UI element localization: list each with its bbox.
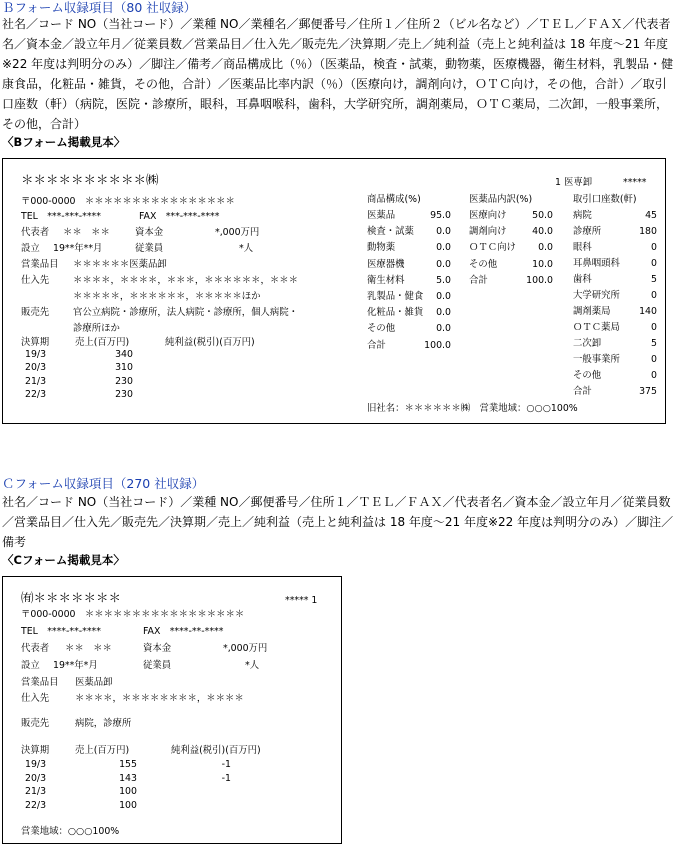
fin-row-sales: 340 xyxy=(115,349,133,360)
accounts-row-value: 0 xyxy=(651,354,657,365)
established-label: 設立 xyxy=(21,243,40,254)
fin-row-period: 21/3 xyxy=(25,786,47,798)
tel-number: TEL ****-**-**** xyxy=(21,626,101,637)
fin-row-period: 22/3 xyxy=(25,799,47,811)
accounts-row-label: 歯科 xyxy=(573,274,592,285)
fin-row-period: 19/3 xyxy=(25,349,47,360)
form-c-sample-box xyxy=(2,576,342,844)
postal-address: 〒000-0000 ＊＊＊＊＊＊＊＊＊＊＊＊＊＊＊＊ xyxy=(21,196,235,207)
fin-header-sales: 売上(百万円) xyxy=(75,337,130,348)
accounts-row-label: 眼科 xyxy=(573,242,592,253)
fin-row-sales: 100 xyxy=(119,786,137,798)
breakdown-row-label: ＯＴＣ向け xyxy=(469,242,516,254)
composition-row-value: 5.0 xyxy=(436,274,451,286)
section-c-field-list: 社名／コード NO（当社コード）／業種 NO／郵便番号／住所１／ＴＥＬ／ＦＡＸ／代表者名／資本金／設立年月／従業員数／営業品目／仕入先／販売先／決算期／売上／純利益（売上と純利益は 18 年度～21 年度※22 年度は判明分のみ）／脚注／備考 xyxy=(2,495,674,549)
section-c-sample-title: 〈Cフォーム掲載見本〉 xyxy=(2,553,125,567)
fin-row-sales: 100 xyxy=(119,799,137,811)
company-name: ＊＊＊＊＊＊＊＊＊＊㈱ xyxy=(21,172,159,187)
breakdown-row-value: 100.0 xyxy=(526,274,553,286)
employees-label: 従業員 xyxy=(135,243,164,254)
customers-value: 官公立病院・診療所，法人病院・診療所，個人病院・ xyxy=(73,307,299,318)
customers-value: 病院，診療所 xyxy=(75,718,132,729)
accounts-row-value: 5 xyxy=(651,274,657,285)
established-value: 19**年*月 xyxy=(53,660,98,671)
suppliers-label: 仕入先 xyxy=(21,693,50,704)
products-label: 営業品目 xyxy=(21,677,59,688)
fin-row-period: 20/3 xyxy=(25,362,47,374)
accounts-row-label: 一般事業所 xyxy=(573,354,620,365)
fax-number: FAX ****-**-**** xyxy=(143,626,224,637)
composition-row-value: 0.0 xyxy=(436,258,451,270)
accounts-row-label: その他 xyxy=(573,370,602,381)
composition-row-label: 動物薬 xyxy=(367,242,396,254)
suppliers-label: 仕入先 xyxy=(21,275,50,286)
fin-row-period: 20/3 xyxy=(25,772,47,784)
breakdown-row-label: 医療向け xyxy=(469,210,507,221)
breakdown-row-label: 合計 xyxy=(469,274,488,286)
fin-header-profit: 純利益(税引)(百万円) xyxy=(171,745,261,756)
representative-label: 代表者 xyxy=(21,227,50,238)
accounts-row-label: ＯＴＣ薬局 xyxy=(573,322,620,333)
accounts-header: 取引口座数(軒) xyxy=(573,194,637,205)
accounts-row-value: 0 xyxy=(651,290,657,301)
fin-header-sales: 売上(百万円) xyxy=(75,745,130,756)
accounts-row-value: 140 xyxy=(639,306,657,317)
suppliers-value: ＊＊＊＊，＊＊＊＊＊＊＊＊，＊＊＊＊ xyxy=(75,693,244,704)
former-name-footnote: 旧社名：＊＊＊＊＊＊㈱ 営業地域：○○○100% xyxy=(367,403,578,414)
fin-header-period: 決算期 xyxy=(21,337,50,348)
breakdown-header: 医薬品内訳(%) xyxy=(469,194,533,205)
capital-label: 資本金 xyxy=(143,643,172,654)
employees-value: *人 xyxy=(245,660,260,671)
composition-row-value: 95.0 xyxy=(430,210,451,221)
capital-label: 資本金 xyxy=(135,227,164,238)
accounts-row-value: 45 xyxy=(645,210,657,221)
section-c-heading: Ｃフォーム収録項目（270 社収録） xyxy=(2,476,205,491)
section-b-sample-title: 〈Bフォーム掲載見本〉 xyxy=(2,135,126,149)
suppliers-value: ＊＊＊＊＊，＊＊＊＊＊＊，＊＊＊＊＊ほか xyxy=(73,291,261,302)
composition-row-value: 0.0 xyxy=(436,226,451,238)
fax-number: FAX ***-***-**** xyxy=(139,211,220,222)
products-value: 医薬品卸 xyxy=(75,677,113,688)
fin-row-sales: 310 xyxy=(115,362,133,374)
breakdown-row-label: その他 xyxy=(469,258,498,270)
fin-row-sales: 143 xyxy=(119,772,137,784)
tel-number: TEL ***-***-**** xyxy=(21,211,101,222)
fin-header-period: 決算期 xyxy=(21,745,50,756)
breakdown-row-value: 0.0 xyxy=(538,242,553,254)
fin-row-sales: 155 xyxy=(119,759,137,770)
fin-row-period: 21/3 xyxy=(25,375,47,387)
established-value: 19**年**月 xyxy=(53,243,103,254)
accounts-row-label: 耳鼻咽頭科 xyxy=(573,258,620,269)
composition-row-value: 0.0 xyxy=(436,242,451,254)
company-code: ***** xyxy=(623,177,647,188)
composition-row-label: 医療器機 xyxy=(367,258,405,270)
breakdown-row-value: 50.0 xyxy=(532,210,553,221)
composition-header: 商品構成(%) xyxy=(367,194,421,205)
breakdown-row-value: 10.0 xyxy=(532,258,553,270)
breakdown-row-label: 調剤向け xyxy=(469,226,507,238)
fin-header-profit: 純利益(税引)(百万円) xyxy=(165,337,255,348)
composition-row-label: 合計 xyxy=(367,339,386,351)
company-code: ***** 1 xyxy=(285,595,318,606)
representative-value: ＊＊ ＊＊ xyxy=(63,227,110,238)
composition-row-value: 100.0 xyxy=(424,339,451,351)
accounts-row-label: 合計 xyxy=(573,386,592,397)
employees-label: 従業員 xyxy=(143,660,172,671)
accounts-row-value: 5 xyxy=(651,338,657,349)
section-b-field-list: 社名／コード NO（当社コード）／業種 NO／業種名／郵便番号／住所１／住所２（ビル名など）／ＴＥＬ／ＦＡＸ／代表者名／資本金／設立年月／従業員数／営業品目／仕入先／販売先／決算期／売上／純利益（売上と純利益は 18 年度～21 年度※22 年度は判明分のみ）／脚注／備考／商品構成比（％）（医薬品，検査・試薬，動物薬，医療機器，衛生材料，乳製品・健康食品，化粧品・雑貨，その他，合計）／医薬品比率内訳（％）（医療向け，調剤向け，ＯＴＣ向け，その他，合計）／取引口座数（軒）（病院，医院・診療所，眼科，耳鼻咽喉科，歯科，大学研究所，調剤薬局，ＯＴＣ薬局，二次卸，一般事業所，その他，合計） xyxy=(2,17,674,131)
sales-area-footnote: 営業地域：○○○100% xyxy=(21,826,120,837)
fin-row-period: 19/3 xyxy=(25,759,47,770)
breakdown-row-value: 40.0 xyxy=(532,226,553,238)
products-label: 営業品目 xyxy=(21,259,59,270)
accounts-row-value: 0 xyxy=(651,242,657,253)
fin-row-profit: -1 xyxy=(221,759,231,770)
accounts-row-label: 調剤薬局 xyxy=(573,306,611,317)
customers-value: 診療所ほか xyxy=(73,323,120,334)
postal-address: 〒000-0000 ＊＊＊＊＊＊＊＊＊＊＊＊＊＊＊＊＊ xyxy=(21,609,245,620)
composition-row-value: 0.0 xyxy=(436,307,451,319)
products-value: ＊＊＊＊＊＊医薬品卸 xyxy=(73,259,167,270)
accounts-row-label: 二次卸 xyxy=(573,338,602,349)
fin-row-sales: 230 xyxy=(115,388,133,400)
business-type-tag: 1 医専卸 xyxy=(555,177,593,188)
composition-row-label: 衛生材料 xyxy=(367,274,405,286)
customers-label: 販売先 xyxy=(21,718,50,729)
accounts-row-value: 0 xyxy=(651,322,657,333)
established-label: 設立 xyxy=(21,660,40,671)
accounts-row-value: 0 xyxy=(651,370,657,381)
fin-row-period: 22/3 xyxy=(25,388,47,400)
representative-value: ＊＊ ＊＊ xyxy=(65,643,112,654)
accounts-row-label: 大学研究所 xyxy=(573,290,620,301)
section-b-heading: Ｂフォーム収録項目（80 社収録） xyxy=(2,0,197,15)
composition-row-label: 検査・試薬 xyxy=(367,226,414,238)
suppliers-value: ＊＊＊＊，＊＊＊＊，＊＊＊，＊＊＊＊＊＊，＊＊＊ xyxy=(73,275,299,286)
form-b-sample-box xyxy=(2,158,666,424)
composition-row-label: その他 xyxy=(367,323,396,335)
customers-label: 販売先 xyxy=(21,307,50,318)
composition-row-label: 医薬品 xyxy=(367,210,396,221)
fin-row-profit: -1 xyxy=(221,772,231,784)
accounts-row-label: 病院 xyxy=(573,210,592,221)
accounts-row-value: 180 xyxy=(639,226,657,237)
company-name: ㈲＊＊＊＊＊＊＊ xyxy=(21,590,122,605)
composition-row-label: 乳製品・健食 xyxy=(367,291,424,302)
composition-row-value: 0.0 xyxy=(436,323,451,335)
employees-value: *人 xyxy=(239,243,254,254)
accounts-row-value: 375 xyxy=(639,386,657,397)
capital-value: *,000万円 xyxy=(215,227,260,238)
accounts-row-label: 診療所 xyxy=(573,226,602,237)
composition-row-label: 化粧品・雑貨 xyxy=(367,307,424,319)
composition-row-value: 0.0 xyxy=(436,291,451,302)
fin-row-sales: 230 xyxy=(115,375,133,387)
representative-label: 代表者 xyxy=(21,643,50,654)
accounts-row-value: 0 xyxy=(651,258,657,269)
capital-value: *,000万円 xyxy=(223,643,268,654)
